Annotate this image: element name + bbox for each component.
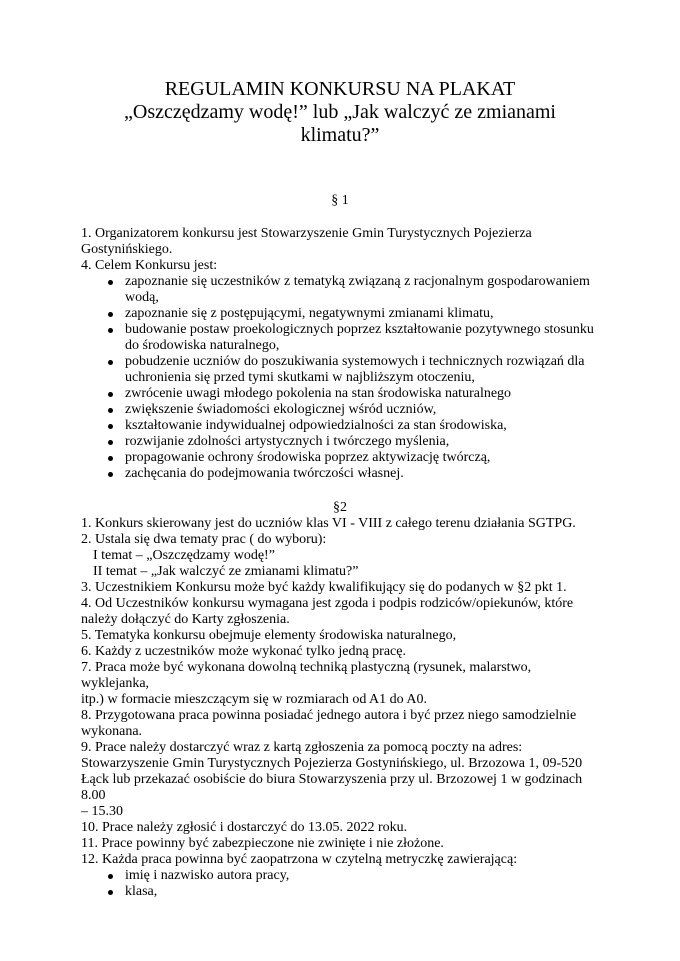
rule-line: 6. Każdy z uczestników może wykonać tylko jedną pracę. [81,644,406,659]
rule-line: – 15.30 [81,804,123,819]
title-line-1: REGULAMIN KONKURSU NA PLAKAT [164,78,516,100]
rule-line: wykonana. [81,724,143,739]
list-item: zwrócenie uwagi młodego pokolenia na stan środowiska naturalnego [81,386,601,402]
bullet-icon [108,424,113,429]
rule-line: należy dołączyć do Karty zgłoszenia. [81,612,290,627]
bullet-icon [108,360,113,365]
section-2-heading: §2 [333,500,347,515]
list-item: zapoznanie się z postępującymi, negatywnymi zmianami klimatu, [81,306,601,322]
rule-line: 11. Prace powinny być zabezpieczone nie zwinięte i nie złożone. [81,836,444,851]
bullet-icon [108,312,113,317]
list-item: imię i nazwisko autora pracy, [81,868,601,884]
section-1-heading: § 1 [331,193,349,208]
section-2-body [81,516,601,900]
list-item: klasa, [81,884,601,900]
bullet-icon [108,874,113,879]
rule-line: 1. Konkurs skierowany jest do uczniów klas VI - VIII z całego terenu działania SGTPG. [81,516,576,531]
bullet-icon [108,328,113,333]
rule-line: Łąck lub przekazać osobiście do biura Stowarzyszenia przy ul. Brzozowej 1 w godzinach 8.00 [81,772,583,803]
rule-line: 4. Od Uczestników konkursu wymagana jest zgoda i podpis rodziców/opiekunów, które [81,596,574,611]
list-item: rozwijanie zdolności artystycznych i twórczego myślenia, [81,434,601,450]
rule-line: itp.) w formacie mieszczącym się w rozmiarach od A1 do A0. [81,692,427,707]
topic-2: II temat – „Jak walczyć ze zmianami klimatu?” [93,564,359,579]
rule-line: 2. Ustala się dwa tematy prac ( do wyboru): [81,532,327,547]
bullet-icon [108,456,113,461]
bullet-icon [108,280,113,285]
list-item: zachęcania do podejmowania twórczości własnej. [81,466,601,482]
rule-line: 10. Prace należy zgłosić i dostarczyć do 13.05. 2022 roku. [81,820,408,835]
document-title [60,78,620,147]
bullet-icon [108,408,113,413]
list-item: zwiększenie świadomości ekologicznej wśród uczniów, [81,402,601,418]
section-1-body [81,226,601,482]
title-line-3: klimatu?” [300,124,380,146]
bullet-icon [108,472,113,477]
list-item: zapoznanie się uczestników z tematyką związaną z racjonalnym gospodarowaniem wodą, [81,274,601,306]
title-line-2: „Oszczędzamy wodę!” lub „Jak walczyć ze zmianami [124,101,556,123]
list-item: pobudzenie uczniów do poszukiwania systemowych i technicznych rozwiązań dla uchronienia się przed tymi skutkami w najbliższym otoczeniu, [81,354,601,386]
paragraph-1-line-2: Gostynińskiego. [81,242,173,257]
rule-line: 3. Uczestnikiem Konkursu może być każdy kwalifikujący się do podanych w §2 pkt 1. [81,580,567,595]
rule-line: 8. Przygotowana praca powinna posiadać jednego autora i być przez niego samodzielnie [81,708,577,723]
metric-list [81,868,601,900]
bullet-icon [108,890,113,895]
bullet-icon [108,440,113,445]
goals-list [81,274,601,482]
rule-line: Stowarzyszenie Gmin Turystycznych Pojezierza Gostynińskiego, ul. Brzozowa 1, 09-520 [81,756,583,771]
paragraph-1-line-1: 1. Organizatorem konkursu jest Stowarzyszenie Gmin Turystycznych Pojezierza [81,226,532,241]
list-item: propagowanie ochrony środowiska poprzez aktywizację twórczą, [81,450,601,466]
paragraph-4: 4. Celem Konkursu jest: [81,258,218,273]
bullet-icon [108,392,113,397]
topic-1: I temat – „Oszczędzamy wodę!” [93,548,275,563]
rule-line: 7. Praca może być wykonana dowolną techniką plastyczną (rysunek, malarstwo, wyklejanka, [81,660,532,691]
rule-line: 9. Prace należy dostarczyć wraz z kartą zgłoszenia za pomocą poczty na adres: [81,740,523,755]
rule-line: 12. Każda praca powinna być zaopatrzona w czytelną metryczkę zawierającą: [81,852,518,867]
rule-line: 5. Tematyka konkursu obejmuje elementy środowiska naturalnego, [81,628,457,643]
list-item: kształtowanie indywidualnej odpowiedzialności za stan środowiska, [81,418,601,434]
list-item: budowanie postaw proekologicznych poprzez kształtowanie pozytywnego stosunku do środowiska naturalnego, [81,322,601,354]
